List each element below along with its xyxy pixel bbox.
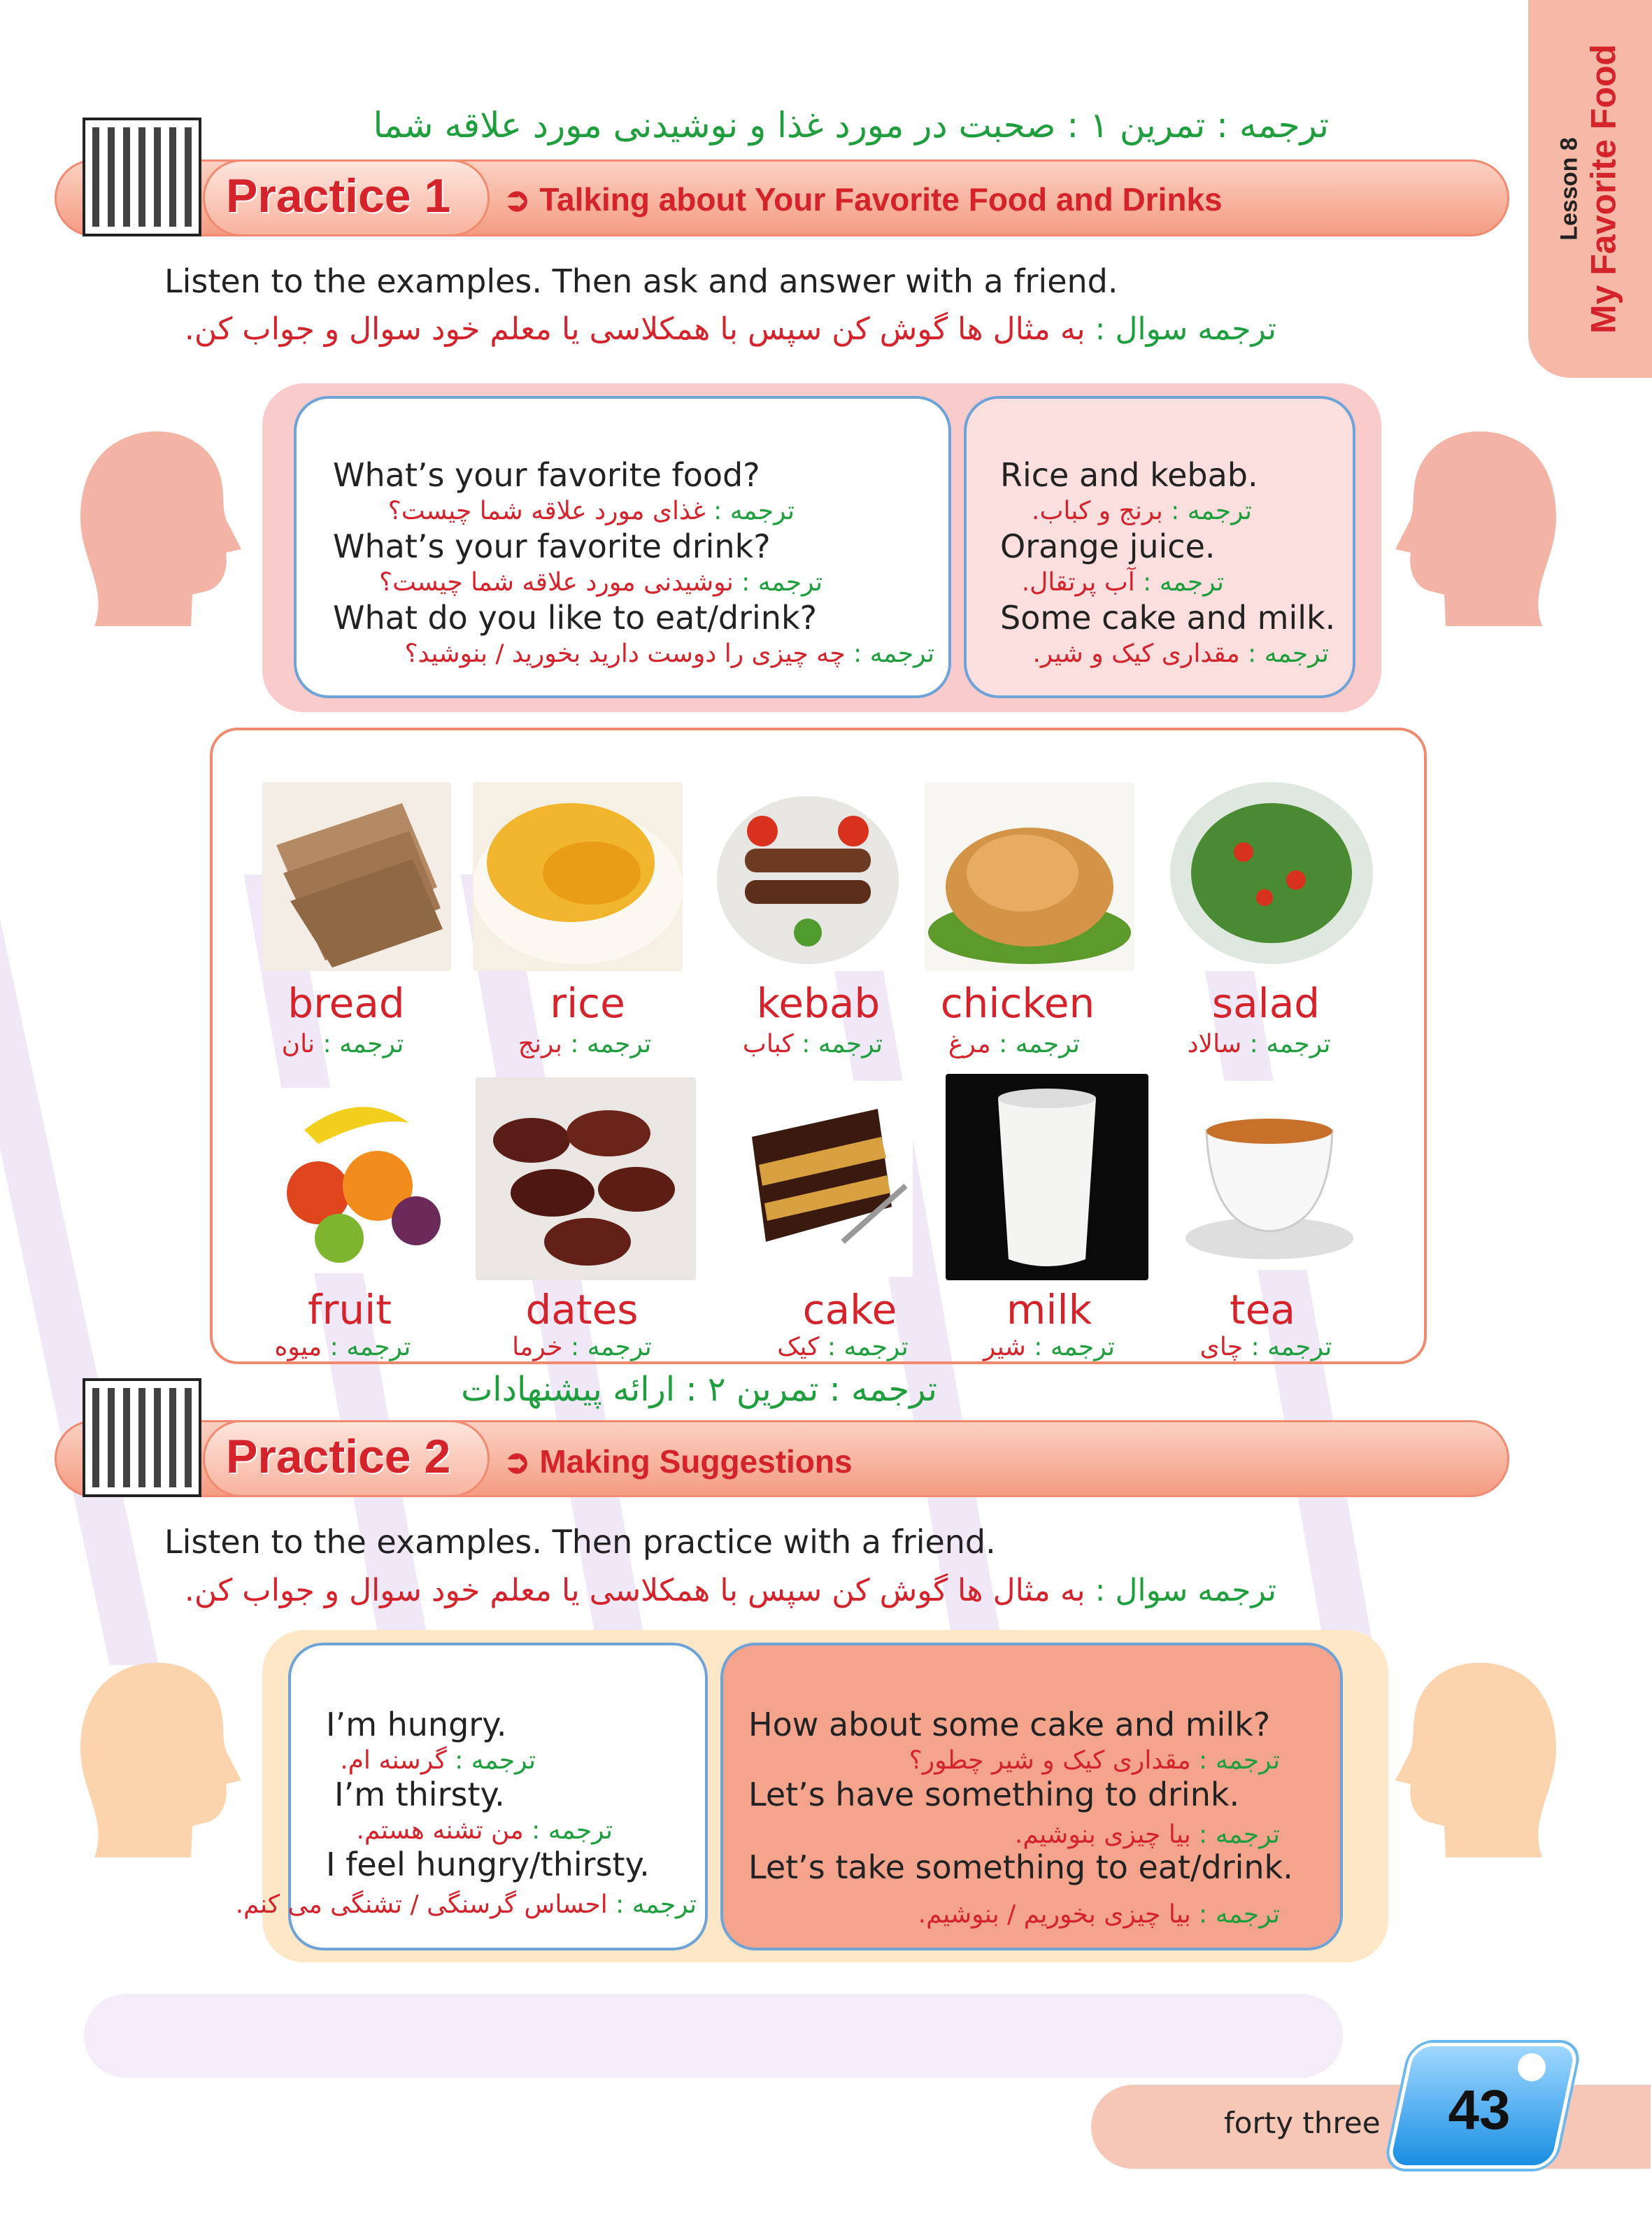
chicken-image bbox=[925, 782, 1134, 971]
dialog2-statement-2-fa: ترجمه : من تشنه هستم. bbox=[356, 1816, 613, 1845]
dialog2-statement-1-fa: ترجمه : گرسنه ام. bbox=[340, 1746, 536, 1775]
dialog1-question-1: What’s your favorite food? bbox=[333, 456, 760, 494]
practice2-label-pill bbox=[203, 1420, 490, 1497]
lesson-title: My Favorite Food bbox=[1583, 44, 1623, 334]
food-fa-milk: ترجمه : شیر bbox=[983, 1333, 1116, 1361]
dialog1-questions-box bbox=[294, 396, 951, 698]
qr-code-icon[interactable] bbox=[83, 118, 201, 236]
dialog2-suggestions-box bbox=[720, 1643, 1343, 1950]
food-word-tea: tea bbox=[1230, 1286, 1295, 1333]
practice1-label: Practice 1 bbox=[226, 169, 451, 222]
dates-image bbox=[476, 1077, 696, 1280]
dialog2-suggestion-3: Let’s take something to eat/drink. bbox=[748, 1848, 1293, 1886]
practice2-fa-title: ترجمه : تمرین ۲ : ارائه پیشنهادات bbox=[461, 1370, 937, 1409]
dialog2-statement-2: I’m thirsty. bbox=[334, 1776, 505, 1813]
dialog1-answer-2-fa: ترجمه : آب پرتقال. bbox=[1021, 568, 1224, 597]
tea-image bbox=[1175, 1081, 1364, 1270]
practice1-instruction: Listen to the examples. Then ask and answer with a friend. bbox=[164, 262, 1118, 300]
food-fa-kebab: ترجمه : کباب bbox=[742, 1030, 883, 1058]
practice2-instruction-fa: ترجمه سوال : به مثال ها گوش کن سپس با همکلاسی یا معلم خود سوال و جواب کن. bbox=[184, 1573, 1276, 1608]
rice-image bbox=[473, 782, 683, 971]
dialog1-answer-3: Some cake and milk. bbox=[1000, 599, 1336, 637]
food-fa-tea: ترجمه : چای bbox=[1199, 1333, 1332, 1361]
bread-image bbox=[262, 782, 451, 971]
food-fa-salad: ترجمه : سالاد bbox=[1187, 1030, 1331, 1058]
dialog1-question-1-fa: ترجمه : غذای مورد علاقه شما چیست؟ bbox=[387, 497, 795, 525]
food-word-rice: rice bbox=[550, 979, 625, 1027]
speaker-head-left-icon bbox=[66, 1651, 248, 1861]
badge-dot-icon bbox=[1518, 2053, 1546, 2081]
lesson-side-tab bbox=[1528, 0, 1652, 378]
speaker-head-right-icon bbox=[1388, 1651, 1570, 1861]
dialog2-statement-3: I feel hungry/thirsty. bbox=[326, 1846, 650, 1883]
food-word-fruit: fruit bbox=[308, 1286, 392, 1333]
fruit-image bbox=[262, 1088, 455, 1273]
dialog2-suggestion-2: Let’s have something to drink. bbox=[748, 1776, 1240, 1813]
food-fa-fruit: ترجمه : میوه bbox=[274, 1333, 411, 1361]
dialog2-statement-1: I’m hungry. bbox=[326, 1706, 507, 1743]
dialog1-question-3: What do you like to eat/drink? bbox=[333, 599, 817, 637]
dialog1-answer-1: Rice and kebab. bbox=[1000, 456, 1258, 494]
dialog2-suggestion-2-fa: ترجمه : بیا چیزی بنوشیم. bbox=[1014, 1820, 1280, 1849]
dialog1-question-2: What’s your favorite drink? bbox=[333, 527, 771, 565]
page-number-words: forty three bbox=[1224, 2106, 1381, 2140]
practice2-label: Practice 2 bbox=[226, 1430, 451, 1483]
food-fa-chicken: ترجمه : مرغ bbox=[948, 1030, 1080, 1058]
food-fa-rice: ترجمه : برنج bbox=[518, 1030, 652, 1058]
dialog1-answers-box bbox=[964, 396, 1355, 698]
dialog1-question-3-fa: ترجمه : چه چیزی را دوست دارید بخورید / بنوشید؟ bbox=[404, 639, 934, 668]
dialog2-suggestion-1-fa: ترجمه : مقداری کیک و شیر چطور؟ bbox=[909, 1746, 1280, 1775]
practice2-instruction: Listen to the examples. Then practice with a friend. bbox=[164, 1523, 996, 1561]
dialog1-answer-2: Orange juice. bbox=[1000, 527, 1216, 565]
food-word-milk: milk bbox=[1006, 1286, 1092, 1333]
food-word-bread: bread bbox=[287, 979, 405, 1027]
food-word-cake: cake bbox=[802, 1286, 897, 1333]
practice2-subtitle: ➲ Making Suggestions bbox=[504, 1443, 853, 1480]
lesson-number: Lesson 8 bbox=[1555, 137, 1583, 241]
practice1-label-pill bbox=[203, 160, 490, 236]
salad-image bbox=[1167, 775, 1376, 971]
cake-image bbox=[738, 1081, 913, 1277]
dialog1-question-2-fa: ترجمه : نوشیدنی مورد علاقه شما چیست؟ bbox=[378, 568, 823, 597]
dialog2-suggestion-3-fa: ترجمه : بیا چیزی بخوریم / بنوشیم. bbox=[918, 1900, 1280, 1929]
food-word-kebab: kebab bbox=[756, 979, 881, 1027]
food-fa-dates: ترجمه : خرما bbox=[512, 1333, 652, 1361]
food-word-chicken: chicken bbox=[940, 979, 1095, 1027]
milk-image bbox=[946, 1074, 1148, 1280]
speaker-head-left-icon bbox=[66, 420, 248, 630]
practice1-subtitle: ➲ Talking about Your Favorite Food and Drinks bbox=[504, 181, 1223, 218]
qr-code-icon[interactable] bbox=[83, 1378, 201, 1497]
dialog1-answer-1-fa: ترجمه : برنج و کباب. bbox=[1032, 497, 1252, 525]
food-word-dates: dates bbox=[525, 1286, 639, 1333]
food-fa-cake: ترجمه : کیک bbox=[777, 1333, 909, 1361]
speaker-head-right-icon bbox=[1388, 420, 1570, 630]
page-number: 43 bbox=[1448, 2078, 1511, 2141]
kebab-image bbox=[713, 782, 902, 971]
dialog2-statement-3-fa: ترجمه : احساس گرسنگی / تشنگی می کنم. bbox=[235, 1890, 697, 1919]
dialog2-suggestion-1: How about some cake and milk? bbox=[748, 1706, 1271, 1743]
food-word-salad: salad bbox=[1211, 979, 1320, 1027]
food-fa-bread: ترجمه : نان bbox=[281, 1030, 404, 1058]
practice1-fa-title: ترجمه : تمرین ۱ : صحبت در مورد غذا و نوشیدنی مورد علاقه شما bbox=[373, 105, 1329, 146]
dialog1-answer-3-fa: ترجمه : مقداری کیک و شیر. bbox=[1032, 639, 1329, 668]
dialog2-statements-box bbox=[235, 1643, 708, 1950]
practice1-instruction-fa: ترجمه سوال : به مثال ها گوش کن سپس با همکلاسی یا معلم خود سوال و جواب کن. bbox=[184, 311, 1276, 347]
